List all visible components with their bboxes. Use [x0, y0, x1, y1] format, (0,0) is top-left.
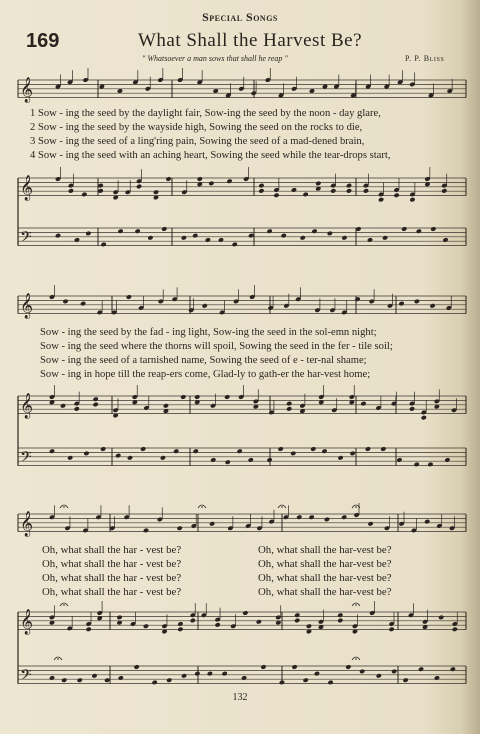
note-head [202, 303, 208, 309]
note-head [190, 618, 196, 624]
fermata-dot [63, 604, 65, 606]
note-head [442, 237, 448, 243]
refrain-right-2: Oh, what shall the har-vest be? [258, 558, 392, 570]
fermata-dot [355, 604, 357, 606]
note-head [421, 415, 427, 421]
note-head [74, 237, 80, 243]
note-head [74, 406, 80, 412]
fermata-dot [201, 506, 203, 508]
note-head [365, 446, 371, 452]
fermata-dot [63, 506, 65, 508]
note-head [60, 403, 66, 409]
note-head [136, 184, 142, 190]
note-head [337, 618, 343, 624]
note-head [241, 675, 247, 681]
note-head [398, 301, 404, 307]
note-head [393, 193, 399, 199]
note-head [143, 528, 149, 534]
note-head [49, 448, 55, 454]
note-head [194, 671, 200, 677]
verse-2-line-1: 2 Sow - ing the seed by the wayside high, Sowing the seed on the rocks to die, [30, 122, 363, 133]
note-head [350, 451, 356, 457]
note-head [225, 459, 231, 465]
note-head [192, 233, 198, 239]
verse-4-line-1: 4 Sow - ing the seed with an aching heart, Sowing the seed while the tear-drops start, [30, 150, 391, 161]
note-head [197, 176, 203, 182]
note-head [218, 237, 224, 243]
fermata-dot [57, 658, 59, 660]
note-head [303, 677, 309, 683]
note-head [430, 226, 436, 232]
note-head [181, 235, 187, 241]
note-head [207, 671, 213, 677]
note-head [237, 448, 243, 454]
note-head [115, 453, 121, 459]
note-head [345, 664, 351, 670]
note-head [258, 183, 264, 189]
note-head [341, 235, 347, 241]
note-head [291, 664, 297, 670]
note-head [68, 188, 74, 194]
note-head [118, 675, 124, 681]
note-head [388, 627, 394, 633]
note-head [153, 189, 159, 195]
note-head [116, 615, 122, 621]
note-head [173, 448, 179, 454]
note-head [193, 448, 199, 454]
note-head [330, 188, 336, 194]
note-head [367, 237, 373, 243]
note-head [266, 228, 272, 234]
note-head [409, 406, 415, 412]
treble-clef-icon: 𝄞 [20, 175, 34, 201]
note-head [177, 627, 183, 633]
note-head [273, 193, 279, 199]
bass-clef-icon: 𝄢 [20, 448, 32, 470]
note-head [117, 228, 123, 234]
note-head [354, 296, 360, 302]
note-head [294, 612, 300, 618]
treble-clef-icon: 𝄞 [20, 511, 34, 537]
note-head [80, 301, 86, 307]
note-head [67, 455, 73, 461]
hymn-title: What Shall the Harvest Be? [137, 30, 363, 51]
note-head [260, 664, 266, 670]
note-head [166, 677, 172, 683]
treble-clef-icon: 𝄞 [20, 77, 34, 103]
note-head [224, 394, 230, 400]
note-head [291, 187, 297, 193]
note-head [81, 192, 87, 198]
refrain-right-3: Oh, what shall the har-vest be? [258, 572, 392, 584]
note-head [104, 677, 110, 683]
note-head [140, 446, 146, 452]
refrain-left-3: Oh, what shall the har - vest be? [42, 572, 182, 584]
note-head [232, 242, 238, 248]
note-head [382, 235, 388, 241]
note-head [363, 188, 369, 194]
note-head [181, 673, 187, 679]
refrain-right-4: Oh, what shall the har-vest be? [258, 586, 392, 598]
fermata-dot [355, 506, 357, 508]
note-head [452, 627, 458, 633]
note-head [221, 671, 227, 677]
note-head [143, 623, 149, 629]
note-head [177, 621, 183, 627]
note-head [208, 181, 214, 187]
note-head [258, 188, 264, 194]
note-head [226, 178, 232, 184]
note-head [311, 228, 317, 234]
composer-credit: P. P. Bliss [405, 54, 445, 63]
note-head [161, 226, 167, 232]
note-head [86, 627, 92, 633]
note-head [416, 228, 422, 234]
note-head [396, 457, 402, 463]
note-head [450, 666, 456, 672]
note-head [248, 457, 254, 463]
note-head [93, 402, 99, 408]
note-head [429, 303, 435, 309]
refrain-left-1: Oh, what shall the har - vest be? [42, 544, 182, 556]
note-head [165, 176, 171, 182]
note-head [367, 521, 373, 527]
note-head [194, 394, 200, 400]
fermata-dot [355, 658, 357, 660]
note-head [337, 455, 343, 461]
page-number: 132 [232, 692, 248, 703]
note-head [376, 673, 382, 679]
note-head [85, 231, 91, 237]
note-head [360, 401, 366, 407]
note-head [126, 294, 132, 300]
verse-3-line-2: Sow - ing the seed of a tarnished name, Sowing the seed of e - ter-nal shame; [40, 355, 367, 366]
note-head [414, 299, 420, 305]
note-head [93, 396, 99, 402]
note-head [209, 521, 215, 527]
note-head [177, 525, 183, 531]
note-head [341, 514, 347, 520]
note-head [302, 192, 308, 198]
verse-3-line-1: 3 Sow - ing the seed of a ling'ring pain, Sowing the seed of a mad-dened brain, [30, 136, 365, 147]
note-head [337, 612, 343, 618]
note-head [163, 403, 169, 409]
note-head [424, 519, 430, 525]
note-head [83, 451, 89, 457]
note-head [409, 197, 415, 203]
note-head [215, 622, 221, 628]
note-head [427, 462, 433, 468]
note-head [279, 680, 285, 686]
note-head [296, 514, 302, 520]
note-head [444, 457, 450, 463]
note-head [359, 669, 365, 675]
note-head [434, 675, 440, 681]
note-head [418, 666, 424, 672]
note-head [324, 517, 330, 523]
note-head [414, 462, 420, 468]
note-head [100, 446, 106, 452]
note-head [308, 514, 314, 520]
note-head [294, 618, 300, 624]
note-head [315, 181, 321, 187]
note-head [281, 233, 287, 239]
note-head [346, 188, 352, 194]
note-head [61, 677, 67, 683]
treble-clef-icon: 𝄞 [20, 293, 34, 319]
note-head [77, 677, 83, 683]
refrain-left-2: Oh, what shall the har - vest be? [42, 558, 182, 570]
verse-1-line-2: Sow - ing the seed by the fad - ing light, Sow-ing the seed in the sol-emn night; [40, 327, 377, 338]
note-head [152, 680, 158, 686]
note-head [314, 671, 320, 677]
note-head [242, 610, 248, 616]
note-head [127, 455, 133, 461]
note-head [391, 669, 397, 675]
note-head [321, 448, 327, 454]
note-head [346, 183, 352, 189]
note-head [402, 677, 408, 683]
note-head [160, 455, 166, 461]
note-head [133, 664, 139, 670]
note-head [210, 457, 216, 463]
note-head [401, 226, 407, 232]
note-head [327, 231, 333, 237]
note-head [438, 615, 444, 621]
note-head [310, 446, 316, 452]
bass-clef-icon: 𝄢 [20, 666, 32, 688]
note-head [91, 673, 97, 679]
note-head [327, 680, 333, 686]
note-head [441, 188, 447, 194]
note-head [62, 299, 68, 305]
treble-clef-icon: 𝄞 [20, 393, 34, 419]
bass-clef-icon: 𝄢 [20, 228, 32, 250]
note-head [49, 675, 55, 681]
note-head [256, 619, 262, 625]
note-head [147, 235, 153, 241]
refrain-right-1: Oh, what shall the har-vest be? [258, 544, 392, 556]
note-head [205, 237, 211, 243]
note-head [100, 242, 106, 248]
verse-1-line-1: 1 Sow - ing the seed by the daylight fair, Sow-ing the seed by the noon - day glare, [30, 108, 381, 119]
treble-clef-icon: 𝄞 [20, 609, 34, 635]
note-head [248, 233, 254, 239]
note-head [180, 394, 186, 400]
note-head [278, 446, 284, 452]
note-head [55, 233, 61, 239]
note-head [378, 197, 384, 203]
epigraph: " Whatsoever a man sows that shall he reap " [142, 54, 288, 63]
note-head [290, 451, 296, 457]
note-head [306, 623, 312, 629]
fermata-dot [281, 506, 283, 508]
note-head [300, 235, 306, 241]
note-head [286, 406, 292, 412]
note-head [286, 401, 292, 407]
note-head [135, 228, 141, 234]
hymn-number: 169 [26, 30, 60, 52]
note-head [380, 446, 386, 452]
running-head: Special Songs [202, 10, 278, 24]
note-head [266, 457, 272, 463]
refrain-left-4: Oh, what shall the har - vest be? [42, 586, 182, 598]
verse-4-line-2: Sow - ing in hope till the reap-ers come, Glad-ly to gath-er the har-vest home; [40, 369, 371, 380]
verse-2-line-2: Sow - ing the seed where the thorns will spoil, Sowing the seed in the fer - tile soil; [40, 341, 393, 352]
